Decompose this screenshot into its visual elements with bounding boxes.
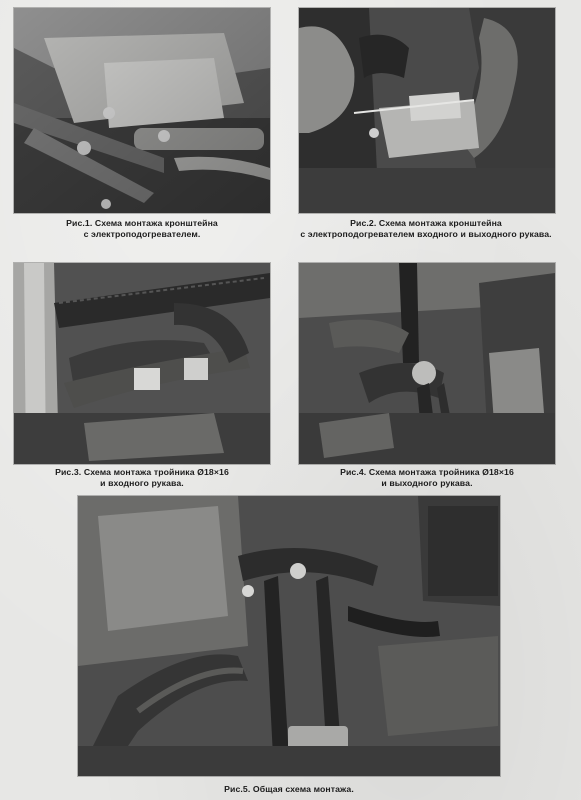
figure-1-photo: [14, 8, 270, 213]
figure-1-caption: [14, 218, 270, 240]
figure-2-caption-line2: с электроподогревателем входного и выходного рукава.: [300, 229, 552, 239]
figure-5-photo: [78, 496, 500, 776]
figure-1-caption-line1: Рис.1. Схема монтажа кронштейна: [66, 218, 218, 228]
figure-3-photo: [14, 263, 270, 464]
figure-4-caption-line1: Рис.4. Схема монтажа тройника Ø18×16: [340, 467, 514, 477]
figure-3-caption-line1: Рис.3. Схема монтажа тройника Ø18×16: [55, 467, 229, 477]
figure-2-caption: [290, 218, 562, 240]
figure-3-caption-line2: и входного рукава.: [100, 478, 184, 488]
figure-3-caption: [14, 467, 270, 489]
figure-5-caption: [78, 784, 500, 795]
figure-2-caption-line1: Рис.2. Схема монтажа кронштейна: [350, 218, 502, 228]
figure-4-caption-line2: и выходного рукава.: [381, 478, 473, 488]
figure-5-caption-line1: Рис.5. Общая схема монтажа.: [224, 784, 354, 794]
figure-1-caption-line2: с электроподогревателем.: [83, 229, 201, 239]
figure-4-photo: [299, 263, 555, 464]
figure-2-photo: [299, 8, 555, 213]
figure-4-caption: [299, 467, 555, 489]
